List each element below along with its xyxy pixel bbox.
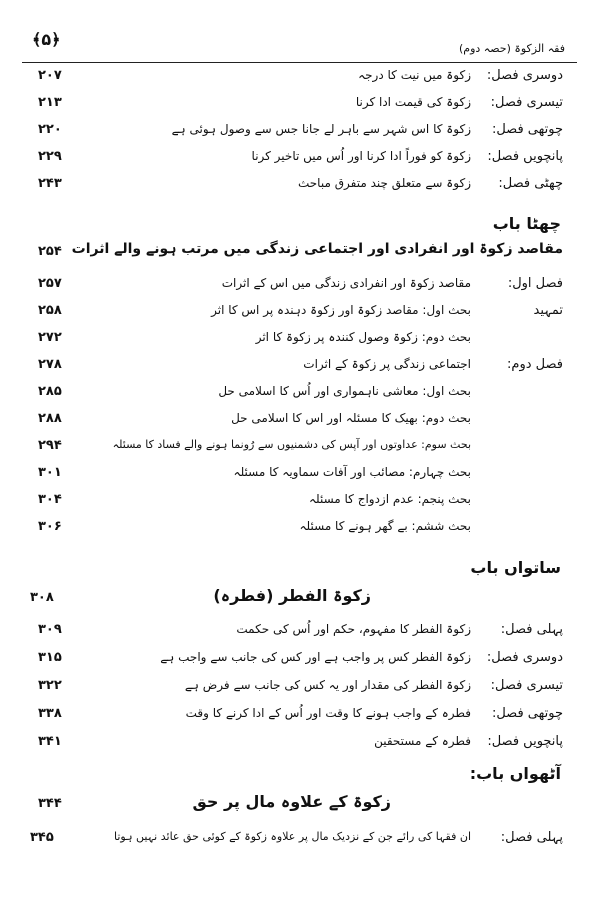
toc-row[interactable]: [0, 830, 591, 852]
toc-row[interactable]: [0, 465, 591, 487]
book-title: فقہ الزکوۃ (حصہ دوم): [459, 42, 565, 55]
toc-row[interactable]: [0, 330, 591, 352]
toc-title: ان فقہا کی رائے جن کے نزدیک مال پر علاوہ زکوۃ کے کوئی حق عائد نہیں ہوتا: [114, 830, 471, 843]
toc-label: پہلی فصل:: [500, 830, 563, 845]
toc-title: بحث چہارم: مصائب اور آفات سماویہ کا مسئلہ: [233, 465, 471, 479]
toc-label: پہلی فصل:: [500, 622, 563, 637]
chapter-title-row[interactable]: [0, 586, 591, 612]
toc-title: بحث پنجم: عدم ازدواج کا مسئلہ: [308, 492, 471, 506]
toc-page: ۳۴۴: [38, 796, 62, 811]
toc-label: دوسری فصل:: [486, 68, 563, 83]
page-number: ﴿۵﴾: [32, 30, 61, 49]
toc-page: ۲۰۷: [38, 68, 62, 83]
toc-title: زکوۃ الفطر کی مقدار اور یہ کس کی جانب سے فرض ہے: [184, 678, 471, 692]
toc-row[interactable]: [0, 519, 591, 541]
toc-title: زکوۃ کو فوراً ادا کرنا اور اُس میں تاخیر کرنا: [251, 149, 471, 163]
toc-label: پانچویں فصل:: [487, 734, 563, 749]
toc-page: ۲۹۴: [38, 438, 62, 453]
toc-page: ۲۱۳: [38, 95, 62, 110]
toc-label: چوتھی فصل:: [491, 706, 563, 721]
toc-row[interactable]: [0, 384, 591, 406]
toc-title: بحث ششم: بے گھر ہونے کا مسئلہ: [299, 519, 471, 533]
toc-title: مقاصد زکوۃ اور انفرادی زندگی میں اس کے اثرات: [221, 276, 471, 290]
toc-label: چھٹی فصل:: [498, 176, 563, 191]
chapter-title: زکوۃ کے علاوہ مال پر حق: [192, 792, 391, 811]
toc-title: زکوۃ الفطر کا مفہوم، حکم اور اُس کی حکمت: [236, 622, 471, 636]
toc-row[interactable]: [0, 678, 591, 700]
toc-page: ۳۰۸: [30, 590, 54, 605]
toc-label: تیسری فصل:: [490, 95, 563, 110]
toc-page: ۲۵۷: [38, 276, 62, 291]
toc-title: زکوۃ الفطر کس پر واجب ہے اور کس کی جانب سے واجب ہے: [160, 650, 471, 664]
toc-page: ۲۵۸: [38, 303, 62, 318]
toc-row[interactable]: [0, 706, 591, 728]
toc-row[interactable]: [0, 276, 591, 298]
toc-page: ۲۷۸: [38, 357, 62, 372]
toc-row[interactable]: [0, 176, 591, 198]
toc-title: بحث اول: معاشی ناہمواری اور اُس کا اسلامی حل: [218, 384, 471, 398]
header-divider: [22, 62, 577, 63]
toc-title: اجتماعی زندگی پر زکوۃ کے اثرات: [303, 357, 471, 371]
toc-page: ۲۲۹: [38, 149, 62, 164]
toc-page: ۲۴۳: [38, 176, 62, 191]
toc-row[interactable]: [0, 149, 591, 171]
toc-title: زکوۃ سے متعلق چند متفرق مباحث: [297, 176, 471, 190]
toc-page: ۳۴۵: [30, 830, 54, 845]
chapter-title: مقاصد زکوۃ اور انفرادی اور اجتماعی زندگی میں مرتب ہونے والے اثرات: [71, 241, 563, 257]
toc-label: چوتھی فصل:: [491, 122, 563, 137]
toc-title: بحث دوم: زکوۃ وصول کنندہ پر زکوۃ کا اثر: [255, 330, 471, 344]
toc-page: ۲۸۵: [38, 384, 62, 399]
chapter-heading: ساتواں باب: [470, 558, 561, 577]
toc-page: ۲۸۸: [38, 411, 62, 426]
toc-page: ۳۰۶: [38, 519, 62, 534]
toc-row[interactable]: [0, 68, 591, 90]
toc-page: ۲۵۴: [38, 244, 62, 259]
toc-page: ۳۰۹: [38, 622, 62, 637]
toc-page: ۳۳۸: [38, 706, 62, 721]
toc-row[interactable]: [0, 492, 591, 514]
chapter-title: زکوۃ الفطر (فطرہ): [213, 586, 371, 605]
toc-label: تمہید: [533, 303, 563, 318]
toc-page: ۳۴۱: [38, 734, 62, 749]
chapter-heading: چھٹا باب: [492, 214, 561, 233]
toc-page: ۲۲۰: [38, 122, 62, 137]
toc-label: تیسری فصل:: [490, 678, 563, 693]
toc-title: فطرہ کے واجب ہونے کا وقت اور اُس کے ادا کرنے کا وقت: [185, 706, 471, 720]
toc-row[interactable]: [0, 357, 591, 379]
toc-row[interactable]: [0, 734, 591, 756]
toc-row[interactable]: [0, 650, 591, 672]
toc-page: ۳۰۱: [38, 465, 62, 480]
toc-title: زکوۃ کی قیمت ادا کرنا: [355, 95, 471, 109]
toc-title: فطرہ کے مستحقین: [374, 734, 471, 748]
toc-page: ۳۲۲: [38, 678, 62, 693]
toc-page: ۳۱۵: [38, 650, 62, 665]
toc-row[interactable]: [0, 622, 591, 644]
toc-row[interactable]: [0, 303, 591, 325]
toc-label: پانچویں فصل:: [487, 149, 563, 164]
toc-title: زکوۃ میں نیت کا درجہ: [358, 68, 471, 82]
toc-title: بحث اول: مقاصد زکوۃ اور زکوۃ دہندہ پر اس کا اثر: [211, 303, 471, 317]
toc-title: زکوۃ کا اس شہر سے باہر لے جانا جس سے وصول ہوئی ہے: [171, 122, 471, 136]
toc-row[interactable]: [0, 95, 591, 117]
chapter-heading: آٹھواں باب:: [469, 764, 561, 783]
toc-row[interactable]: [0, 411, 591, 433]
toc-page: ۳۰۴: [38, 492, 62, 507]
toc-label: فصل دوم:: [507, 357, 563, 372]
toc-page: ۲۷۲: [38, 330, 62, 345]
chapter-title-row[interactable]: [0, 241, 591, 266]
chapter-title-row[interactable]: [0, 792, 591, 818]
toc-row[interactable]: [0, 438, 591, 460]
toc-label: دوسری فصل:: [486, 650, 563, 665]
toc-row[interactable]: [0, 122, 591, 144]
toc-label: فصل اول:: [507, 276, 563, 291]
toc-title: بحث سوم: عداوتوں اور آپس کی دشمنیوں سے رُونما ہونے والے فساد کا مسئلہ: [112, 438, 471, 451]
toc-title: بحث دوم: بھیک کا مسئلہ اور اس کا اسلامی حل: [231, 411, 471, 425]
